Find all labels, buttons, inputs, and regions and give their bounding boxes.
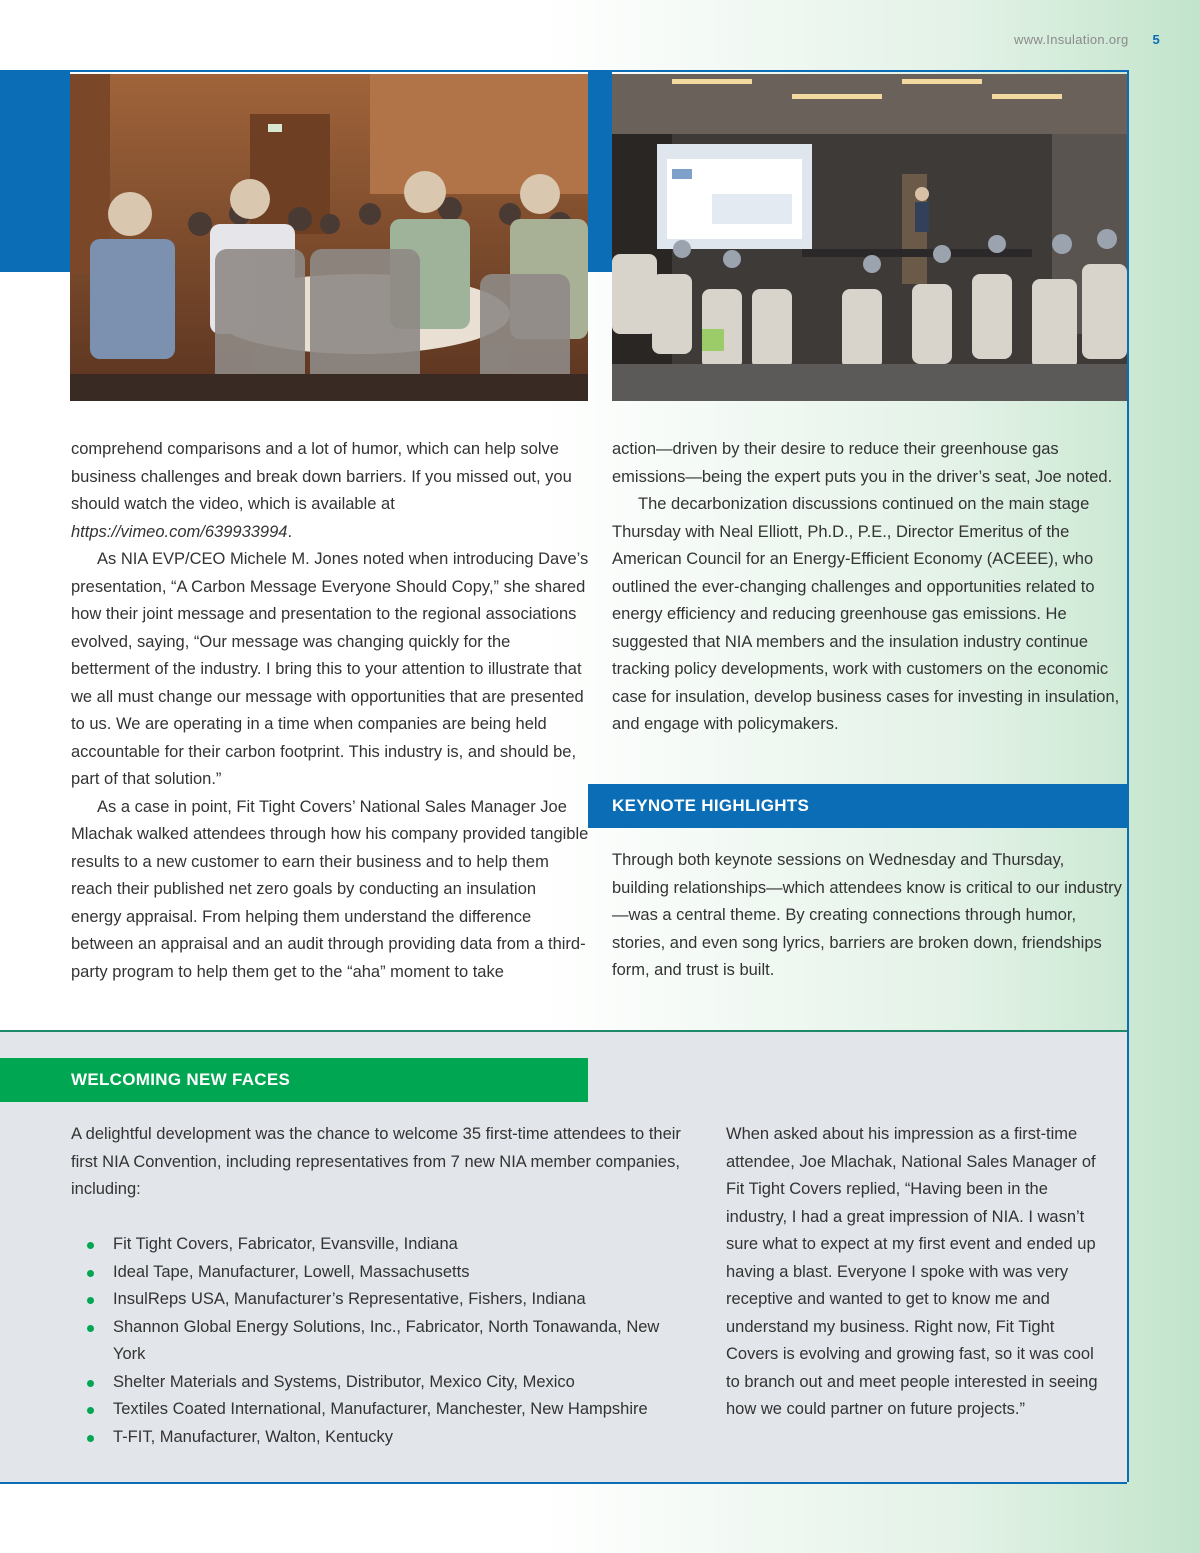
paragraph: The decarbonization discussions continued on the main stage Thursday with Neal Elliott, Ph.D., P.E., Director Emeritus of the American Council for an Energy-Efficient Economy (ACEEE), who outlined the ever-changing challenges and opportunities related to energy efficiency and reducing greenhouse gas emissions. He suggested that NIA members and the insulation industry continue tracking policy developments, work with customers on the economic case for insulation, develop business cases for investing in insulation, and engage with policymakers. [612, 495, 1120, 733]
decorative-blue-band-middle [588, 70, 612, 272]
list-item: InsulReps USA, Manufacturer’s Representative, Fishers, Indiana [71, 1286, 691, 1314]
keynote-section [612, 847, 1124, 985]
keynote-highlights-heading: KEYNOTE HIGHLIGHTS [588, 784, 1129, 828]
article-column-left [71, 436, 591, 986]
welcoming-new-faces-heading: WELCOMING NEW FACES [0, 1058, 588, 1102]
list-item: T-FIT, Manufacturer, Walton, Kentucky [71, 1424, 691, 1452]
list-item: Shelter Materials and Systems, Distributor, Mexico City, Mexico [71, 1369, 691, 1397]
page-header [1014, 32, 1160, 47]
paragraph: As NIA EVP/CEO Michele M. Jones noted when introducing Dave’s presentation, “A Carbon Message Everyone Should Copy,” she shared how their joint message and presentation to the regional associations evolved, saying, “Our message was changing quickly for the betterment of the industry. I bring this to your attention to illustrate that we all must change our message with opportunities that are presented to us. We are operating in a time when companies are being held accountable for their carbon footprint. This industry is, and should be, part of that solution.” [71, 550, 589, 788]
banquet-attendees-photo [70, 74, 588, 401]
page-number: 5 [1152, 32, 1160, 47]
website-url[interactable]: www.Insulation.org [1014, 32, 1129, 47]
paragraph: A delightful development was the chance to welcome 35 first-time attendees to their first NIA Convention, including representatives from 7 new NIA member companies, including: [71, 1125, 681, 1198]
paragraph: comprehend comparisons and a lot of humor, which can help solve business challenges and break down barriers. If you missed out, you should watch the video, which is available at https://vimeo.com/639933994. [71, 440, 572, 541]
decorative-blue-band [0, 70, 70, 272]
attendee-quote: When asked about his impression as a first-time attendee, Joe Mlachak, National Sales Manager of Fit Tight Covers replied, “Having been in the industry, I had a great impression of NIA. I wasn’t sure what to expect at my first event and ended up having a blast. Everyone I spoke with was very receptive and wanted to get to know me and understand my business. Right now, Fit Tight Covers is evolving and growing fast, so it was cool to branch out and meet people interested in seeing how we could partner on future projects.” [726, 1125, 1098, 1418]
welcoming-quote-column [726, 1121, 1106, 1424]
frame-border-right [1127, 70, 1129, 1482]
list-item: Fit Tight Covers, Fabricator, Evansville, Indiana [71, 1231, 691, 1259]
video-link[interactable]: https://vimeo.com/639933994 [71, 522, 288, 541]
welcoming-intro-column [71, 1121, 691, 1451]
paragraph: As a case in point, Fit Tight Covers’ National Sales Manager Joe Mlachak walked attendees through how his company provided tangible results to a new customer to earn their business and to help them reach their published net zero goals by conducting an insulation energy appraisal. From helping them understand the difference between an appraisal and an audit through providing data from a third-party program to help them get to the “aha” moment to take [71, 797, 589, 981]
article-column-right [612, 436, 1124, 739]
list-item: Shannon Global Energy Solutions, Inc., Fabricator, North Tonawanda, New York [71, 1314, 691, 1369]
frame-border-top [70, 70, 1129, 72]
list-item: Ideal Tape, Manufacturer, Lowell, Massachusetts [71, 1259, 691, 1287]
new-member-company-list [71, 1231, 691, 1451]
paragraph: action—driven by their desire to reduce their greenhouse gas emissions—being the expert puts you in the driver’s seat, Joe noted. [612, 440, 1113, 486]
list-item: Textiles Coated International, Manufacturer, Manchester, New Hampshire [71, 1396, 691, 1424]
presentation-room-photo [612, 74, 1127, 401]
paragraph: Through both keynote sessions on Wednesday and Thursday, building relationships—which attendees know is critical to our industry—was a central theme. By creating connections through humor, stories, and even song lyrics, barriers are broken down, friendships form, and trust is built. [612, 851, 1122, 979]
